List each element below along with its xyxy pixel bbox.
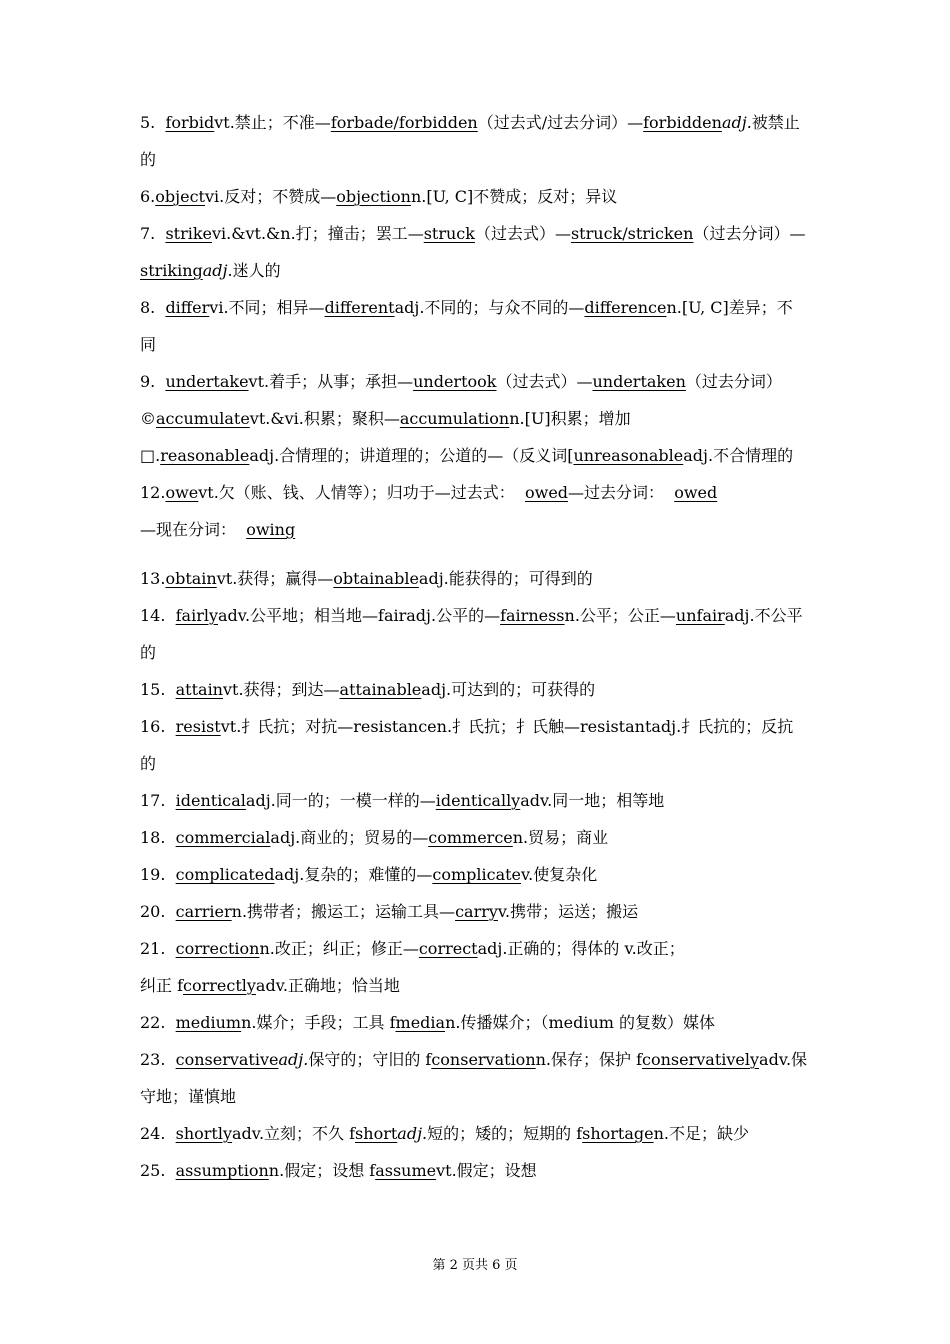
- entry-text: 5.: [140, 113, 166, 132]
- entry-text: 9.: [140, 372, 166, 391]
- entry-text: n.携带者；搬运工；运输工具—: [231, 902, 456, 921]
- vocab-word: correctly: [183, 976, 256, 995]
- entry-text: （过去分词）—: [693, 224, 806, 243]
- vocab-word: correction: [175, 939, 260, 958]
- entry-text: vi.&vt.&n.打；撞击；罢工—: [212, 224, 424, 243]
- entry-text: 被禁止的: [140, 113, 800, 169]
- vocab-entry: [140, 893, 808, 930]
- entry-text: vt.着手；从事；承担—: [248, 372, 414, 391]
- vocab-word: medium: [175, 1013, 242, 1032]
- entry-text: 7.: [140, 224, 166, 243]
- entry-text: （过去式/过去分词）—: [477, 113, 644, 132]
- entry-text: n.保存；保护 f: [535, 1050, 643, 1069]
- vocab-entry: [140, 856, 808, 893]
- vocab-word: shortage: [582, 1124, 654, 1143]
- entry-text: 13.: [140, 569, 166, 588]
- entry-text: adj.可达到的；可获得的: [421, 680, 596, 699]
- vocab-entry: [140, 1041, 808, 1115]
- vocab-word: short: [355, 1124, 398, 1143]
- entry-text: n.[U, C]差异；不同: [140, 298, 793, 354]
- vocab-word: complicate: [432, 865, 521, 884]
- vocab-word: attainable: [339, 680, 422, 699]
- entry-text: 25.: [140, 1161, 176, 1180]
- entry-text: 6.: [140, 187, 156, 206]
- entry-text: —现在分词：: [140, 520, 237, 539]
- vocab-word: obtain: [165, 569, 217, 588]
- vocab-entry: [140, 930, 808, 1004]
- vocab-word: forbidden: [643, 113, 722, 132]
- entry-text: n.[U, C]不赞成；反对；异议: [410, 187, 618, 206]
- document-body: [140, 104, 808, 1189]
- entry-text: adj.合情理的；讲道理的；公道的—（反义词[: [249, 446, 574, 465]
- entry-text: n.[U]积累；增加: [509, 409, 631, 428]
- vocab-entry: [140, 1115, 808, 1152]
- entry-text: n.公平；公正—: [564, 606, 676, 625]
- vocab-word: obtainable: [333, 569, 419, 588]
- entry-text: adj.能获得的；可得到的: [418, 569, 593, 588]
- vocab-word: unreasonable: [573, 446, 684, 465]
- vocab-word: shortly: [175, 1124, 233, 1143]
- entry-text: n.贸易；商业: [512, 828, 609, 847]
- entry-text: vi.不同；相异—: [209, 298, 325, 317]
- entry-text: 18.: [140, 828, 176, 847]
- vocab-word: struck: [423, 224, 475, 243]
- vocab-word: assume: [375, 1161, 437, 1180]
- entry-text: adj.不同的；与众不同的—: [394, 298, 585, 317]
- vocab-word: identically: [435, 791, 521, 810]
- vocab-word: different: [324, 298, 395, 317]
- vocab-word: fairly: [175, 606, 219, 625]
- entry-text: 保守的；守旧的 f: [308, 1050, 432, 1069]
- vocab-entry: [140, 819, 808, 856]
- vocab-word: media: [395, 1013, 446, 1032]
- entry-text: 17.: [140, 791, 176, 810]
- vocab-entry: [140, 400, 808, 437]
- vocab-entry: [140, 560, 808, 597]
- vocab-word: carrier: [175, 902, 232, 921]
- entry-text: n.假定；设想 f: [268, 1161, 376, 1180]
- vocab-word: difference: [584, 298, 667, 317]
- vocab-word: undertook: [413, 372, 497, 391]
- entry-text: 21.: [140, 939, 176, 958]
- vocab-word: owed: [674, 483, 718, 502]
- page-footer: 第 2 页共 6 页: [432, 1258, 518, 1273]
- entry-text: n.媒介；手段；工具 f: [241, 1013, 396, 1032]
- entry-text: n.不足；缺少: [653, 1124, 750, 1143]
- vocab-entry: [140, 289, 808, 363]
- vocab-word: reasonable: [160, 446, 250, 465]
- entry-text: adj.复杂的；难懂的—: [274, 865, 433, 884]
- vocab-word: struck/stricken: [570, 224, 694, 243]
- entry-text: adj.不公平的: [140, 606, 803, 662]
- entry-text: 23.: [140, 1050, 176, 1069]
- vocab-word: undertaken: [592, 372, 686, 391]
- vocab-word: conservative: [175, 1050, 279, 1069]
- entry-text: adv.公平地；相当地—fairadj.公平的—: [218, 606, 501, 625]
- entry-text: vt.禁止；不准—: [214, 113, 331, 132]
- entry-text: —过去分词：: [568, 483, 675, 502]
- vocab-entry: [140, 782, 808, 819]
- entry-text: （过去式）—: [474, 224, 571, 243]
- entry-text: v.使复杂化: [521, 865, 598, 884]
- entry-text: 19.: [140, 865, 176, 884]
- vocab-word: carry: [455, 902, 498, 921]
- entry-text: 24.: [140, 1124, 176, 1143]
- vocab-word: fairness: [500, 606, 565, 625]
- vocab-entry: [140, 1004, 808, 1041]
- entry-text: adv.正确地；恰当地: [255, 976, 400, 995]
- vocab-word: differ: [165, 298, 210, 317]
- vocab-word: commercial: [175, 828, 271, 847]
- entry-text: adj.同一的；一模一样的—: [245, 791, 436, 810]
- vocab-word: undertake: [165, 372, 249, 391]
- vocab-word: assumption: [175, 1161, 269, 1180]
- vocab-word: commerce: [428, 828, 513, 847]
- entry-text: vt.欠（账、钱、人情等）；归功于—过去式：: [198, 483, 525, 502]
- entry-text: vt.&vi.积累；聚积—: [249, 409, 400, 428]
- entry-text: vi.反对；不赞成—: [204, 187, 337, 206]
- vocab-word: conservation: [431, 1050, 536, 1069]
- vocab-entry: [140, 708, 808, 782]
- entry-text: adj.商业的；贸易的—: [270, 828, 429, 847]
- vocab-word: forbid: [165, 113, 215, 132]
- vocab-entry: [140, 671, 808, 708]
- vocab-word: forbade/forbidden: [330, 113, 478, 132]
- vocab-entry: [140, 215, 808, 289]
- vocab-word: attain: [175, 680, 223, 699]
- entry-text: adv.保守地；谨慎地: [140, 1050, 808, 1106]
- vocab-entry: [140, 363, 808, 400]
- vocab-word: owe: [165, 483, 199, 502]
- entry-text: vt.获得；到达—: [222, 680, 340, 699]
- vocab-entry: [140, 597, 808, 671]
- entry-text: 12.: [140, 483, 166, 502]
- vocab-word: strike: [165, 224, 213, 243]
- entry-text: n.传播媒介；（medium 的复数）媒体: [445, 1013, 716, 1032]
- entry-text: 8.: [140, 298, 166, 317]
- entry-text: vt.获得；赢得—: [216, 569, 334, 588]
- entry-text: adj.: [397, 1124, 428, 1143]
- entry-text: n.改正；纠正；修正—: [259, 939, 419, 958]
- vocab-word: accumulation: [399, 409, 510, 428]
- entry-text: 迷人的: [232, 261, 281, 280]
- entry-text: adv.立刻；不久 f: [232, 1124, 356, 1143]
- entry-text: 16.: [140, 717, 176, 736]
- entry-text: vt.假定；设想: [436, 1161, 537, 1180]
- entry-text: adv.同一地；相等地: [520, 791, 665, 810]
- entry-text: adj.不合情理的: [683, 446, 794, 465]
- entry-text: adj.正确的；得体的 v.改正； 纠正 f: [140, 939, 685, 995]
- vocab-word: identical: [175, 791, 246, 810]
- vocab-word: correct: [418, 939, 478, 958]
- entry-text: v.携带；运送；搬运: [497, 902, 639, 921]
- vocab-word: owing: [246, 520, 296, 539]
- vocab-word: object: [155, 187, 205, 206]
- entry-text: 20.: [140, 902, 176, 921]
- vocab-word: conservatively: [642, 1050, 760, 1069]
- entry-text: （过去分词）: [685, 372, 782, 391]
- entry-text: adj.: [721, 113, 752, 132]
- vocab-word: objection: [336, 187, 411, 206]
- vocab-entry: [140, 474, 808, 548]
- entry-text: ©: [140, 409, 156, 428]
- vocab-entry: [140, 104, 808, 178]
- entry-text: （过去式）—: [496, 372, 593, 391]
- vocab-word: unfair: [675, 606, 725, 625]
- vocab-word: striking: [140, 261, 203, 280]
- entry-text: 22.: [140, 1013, 176, 1032]
- entry-text: vt.扌氏抗；对抗—resistancen.扌氏抗；扌氏触—resistantadj.扌氏抗的；反抗的: [140, 717, 794, 773]
- vocab-word: resist: [175, 717, 221, 736]
- entry-text: 15.: [140, 680, 176, 699]
- vocab-word: accumulate: [156, 409, 250, 428]
- vocab-word: owed: [524, 483, 569, 502]
- entry-text: □.: [140, 446, 161, 465]
- entry-text: 14.: [140, 606, 176, 625]
- entry-text: adj.: [278, 1050, 309, 1069]
- vocab-entry: [140, 178, 808, 215]
- vocab-entry: [140, 1152, 808, 1189]
- entry-text: adj.: [202, 261, 233, 280]
- vocab-entry: [140, 437, 808, 474]
- entry-text: 短的；矮的；短期的 f: [427, 1124, 583, 1143]
- vocab-word: complicated: [175, 865, 275, 884]
